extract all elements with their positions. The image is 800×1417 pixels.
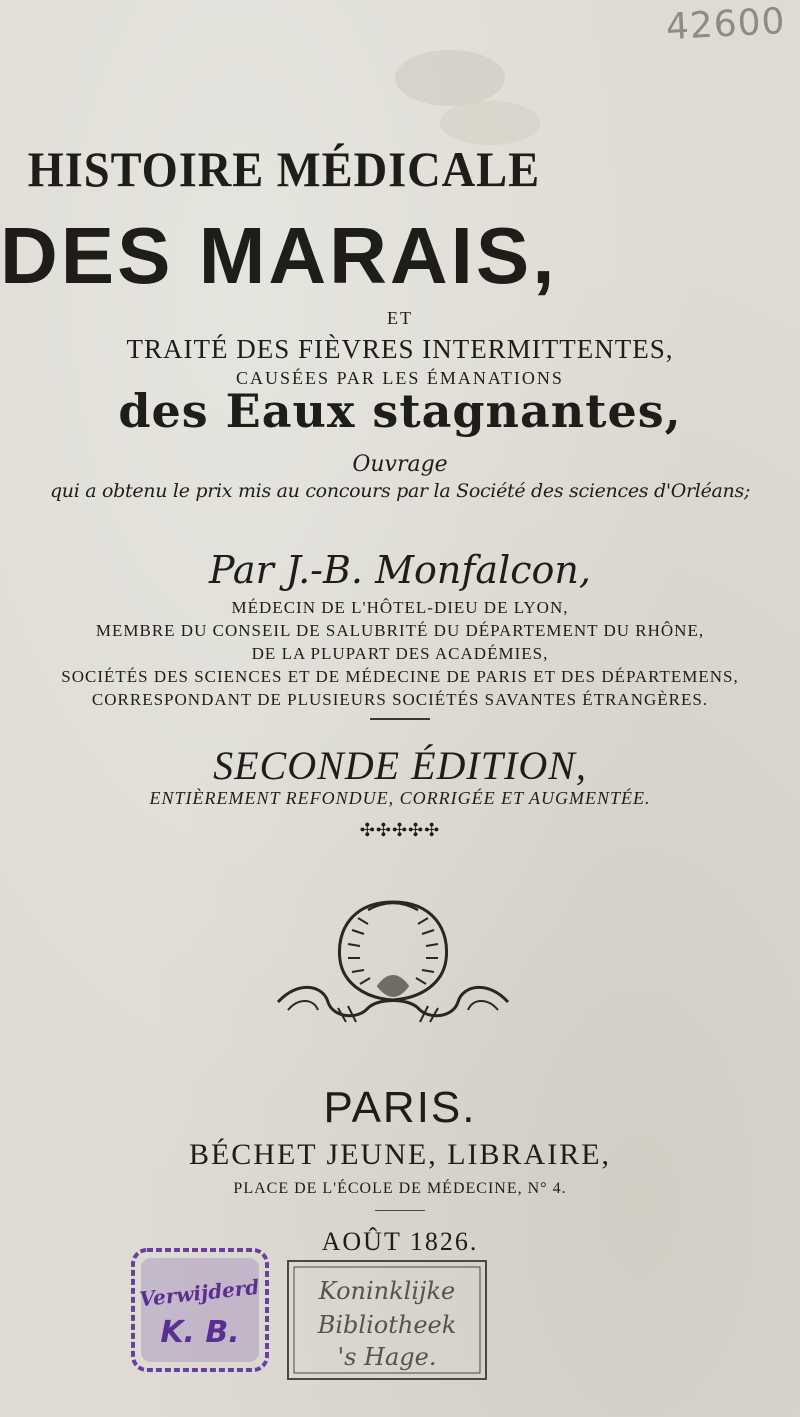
edition-subtitle: ENTIÈREMENT REFONDUE, CORRIGÉE ET AUGMENTÉE.	[149, 788, 651, 808]
library-stamp	[284, 1255, 490, 1385]
author-qualification: MEMBRE DU CONSEIL DE SALUBRITÉ DU DÉPARTEMENT DU RHÔNE,	[95, 621, 705, 640]
author-qualification: SOCIÉTÉS DES SCIENCES ET DE MÉDECINE DE PARIS ET DES DÉPARTEMENS,	[61, 667, 739, 686]
stamp-line-2: Bibliotheek	[317, 1311, 457, 1339]
title-conjunction: ET	[387, 308, 413, 328]
title-line-2: DES MARAIS,	[0, 211, 558, 300]
imprint-date: AOÛT 1826.	[321, 1227, 479, 1256]
author-qualification: CORRESPONDANT DE PLUSIEURS SOCIÉTÉS SAVANTES ÉTRANGÈRES.	[91, 690, 709, 709]
fleuron-ornament: ✣✣✣✣✣	[359, 820, 441, 841]
shelfmark: 42600	[665, 0, 787, 49]
author-qualification: DE LA PLUPART DES ACADÉMIES,	[251, 644, 549, 663]
prize-statement: qui a obtenu le prix mis au concours par la Société des sciences d'Orléans;	[49, 480, 751, 502]
title-line-4: CAUSÉES PAR LES ÉMANATIONS	[236, 368, 564, 388]
imprint-rule	[375, 1210, 425, 1211]
edition-title: SECONDE ÉDITION,	[213, 743, 587, 788]
imprint-address: PLACE DE L'ÉCOLE DE MÉDECINE, N° 4.	[233, 1180, 567, 1197]
author-qualification: MÉDECIN DE L'HÔTEL-DIEU DE LYON,	[231, 598, 569, 617]
title-line-1: HISTOIRE MÉDICALE	[27, 141, 541, 197]
stamp-line-3: 's Hage.	[337, 1343, 437, 1371]
stamp-removed-text: Verwijderd	[138, 1274, 261, 1312]
divider-rule	[370, 718, 430, 720]
stamp-kb-text: K. B.	[160, 1315, 240, 1350]
author-name: Par J.-B. Monfalcon,	[209, 548, 591, 592]
imprint-publisher: BÉCHET JEUNE, LIBRAIRE,	[188, 1138, 612, 1171]
title-line-3: TRAITÉ DES FIÈVRES INTERMITTENTES,	[126, 334, 674, 364]
wreath-vignette	[268, 890, 518, 1040]
title-line-5: des Eaux stagnantes,	[118, 384, 682, 438]
violet-removal-stamp	[125, 1240, 275, 1380]
ouvrage-label: Ouvrage	[352, 452, 448, 477]
stamp-line-1: Koninklijke	[318, 1277, 456, 1305]
imprint-city: PARIS.	[323, 1083, 477, 1132]
